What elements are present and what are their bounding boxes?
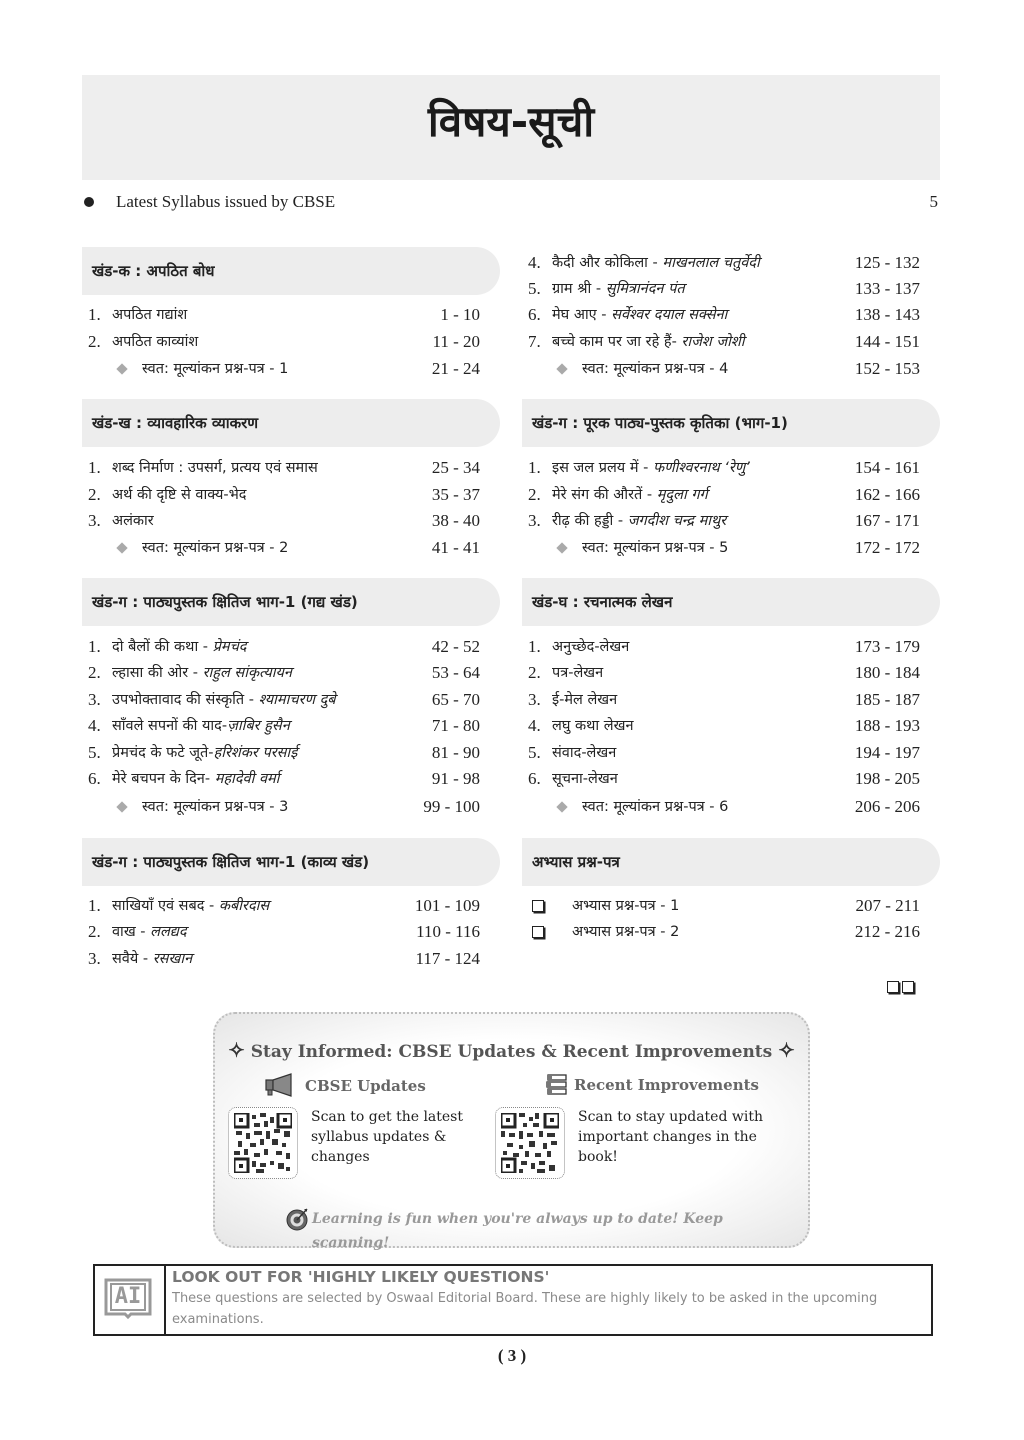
item-number: 6. [88,769,101,788]
item-number: 4. [528,253,541,272]
item-number: 1. [528,637,541,656]
item-title [112,946,192,972]
sparkle-icon: ✧ [778,1038,795,1062]
item-title: ई-मेल लेखन [552,692,618,708]
toc-row[interactable] [522,740,940,766]
info-title-bold: Stay Informed: [250,1042,393,1062]
assessment-title: स्वत: मूल्यांकन प्रश्न-पत्र - 4 [582,361,729,377]
info-footer-text: Learning is fun when you're always up to date! Keep scanning! [312,1211,723,1251]
item-title [552,302,727,328]
item-pages: 91 - 98 [431,769,480,788]
assessment-row[interactable] [82,356,500,382]
toc-row[interactable] [82,482,500,508]
lesson-title: साँवले सपनों की याद- [112,718,228,734]
practice-title: अभ्यास प्रश्न-पत्र - 1 [572,898,680,914]
section-header: खंड-क : अपठित बोध [82,247,500,295]
toc-row[interactable] [82,634,500,660]
lesson-title: कैदी और कोकिला - [552,255,663,271]
qr-code-cbse-updates[interactable] [228,1107,298,1179]
item-pages: 25 - 34 [431,458,480,477]
assessment-title: स्वत: मूल्यांकन प्रश्न-पत्र - 3 [142,799,289,815]
item-title [552,276,685,302]
item-number: 1. [88,458,101,477]
assessment-title: स्वत: मूल्यांकन प्रश्न-पत्र - 5 [582,540,729,556]
toc-row[interactable] [82,687,500,713]
toc-row[interactable] [82,766,500,792]
lesson-title: वाख - [112,924,151,940]
item-title [112,687,336,713]
item-pages: 138 - 143 [854,305,920,324]
item-number: 2. [88,485,101,504]
bullet-icon [84,197,94,207]
item-pages: 133 - 137 [854,279,920,298]
toc-row[interactable] [522,302,940,328]
cbse-updates-heading: CBSE Updates [305,1077,426,1095]
assessment-row[interactable] [82,794,500,820]
author-name: राहुल सांकृत्यायन [202,665,292,681]
section-header: खंड-ग : पाठ्यपुस्तक क्षितिज भाग-1 (काव्य खंड) [82,838,500,886]
info-title-rest: CBSE Updates & Recent Improvements [392,1042,773,1062]
lesson-title: प्रेमचंद के फटे जूते- [112,745,214,761]
author-name: हरिशंकर परसाई [213,745,298,761]
target-icon [285,1206,311,1232]
item-pages: 71 - 80 [431,716,480,735]
section-header: अभ्यास प्रश्न-पत्र [522,838,940,886]
assessment-row[interactable] [522,535,940,561]
item-pages: 125 - 132 [854,253,920,272]
lesson-title: बच्चे काम पर जा रहे हैं- [552,334,682,350]
lesson-title: ल्हासा की ओर - [112,665,203,681]
toc-row[interactable] [82,893,500,919]
assessment-title: स्वत: मूल्यांकन प्रश्न-पत्र - 2 [142,540,289,556]
toc-row[interactable] [82,302,500,328]
assessment-title: स्वत: मूल्यांकन प्रश्न-पत्र - 1 [142,361,289,377]
toc-row[interactable] [522,508,940,534]
lesson-title: मेघ आए - [552,307,612,323]
item-number: 6. [528,305,541,324]
item-number: 2. [88,922,101,941]
section-header: खंड-ग : पाठ्यपुस्तक क्षितिज भाग-1 (गद्य खंड) [82,578,500,626]
assessment-title: स्वत: मूल्यांकन प्रश्न-पत्र - 6 [582,799,729,815]
item-number: 3. [88,690,101,709]
toc-row[interactable] [82,740,500,766]
item-title [112,634,247,660]
assessment-row[interactable] [522,356,940,382]
toc-row[interactable] [82,946,500,972]
checkbox-square-icon [532,900,544,912]
ai-icon-label: AI [114,1284,142,1309]
item-pages: 99 - 100 [423,797,480,816]
item-title [112,740,297,766]
lesson-title: सवैये - [112,951,153,967]
item-title: पत्र-लेखन [552,665,604,681]
item-pages: 65 - 70 [431,690,480,709]
toc-row[interactable] [522,713,940,739]
qr-code-icon [234,1113,292,1173]
author-name: ललद्यद [150,924,187,940]
item-pages: 38 - 40 [431,511,480,530]
section-header: खंड-ख : व्यावहारिक व्याकरण [82,399,500,447]
practice-title: अभ्यास प्रश्न-पत्र - 2 [572,924,680,940]
item-title [552,250,760,276]
item-title: अर्थ की दृष्टि से वाक्य-भेद [112,487,247,503]
item-pages: 172 - 172 [854,538,920,557]
syllabus-label[interactable]: Latest Syllabus issued by CBSE [116,192,336,211]
diamond-bullet-icon [116,542,127,553]
author-name: जगदीश चन्द्र माथुर [627,513,727,529]
author-name: राजेश जोशी [681,334,745,350]
item-pages: 206 - 206 [854,797,920,816]
item-pages: 185 - 187 [854,690,920,709]
author-name: कबीरदास [218,898,270,914]
item-title [112,713,290,739]
toc-row[interactable] [522,687,940,713]
toc-row[interactable] [522,276,940,302]
item-number: 3. [88,949,101,968]
item-pages: 154 - 161 [854,458,920,477]
item-title [112,919,187,945]
assessment-row[interactable] [522,794,940,820]
author-name: ज़ाबिर हुसैन [227,718,290,734]
item-number: 1. [88,637,101,656]
item-pages: 173 - 179 [854,637,920,656]
item-pages: 194 - 197 [854,743,920,762]
item-pages: 42 - 52 [431,637,480,656]
toc-row[interactable] [82,919,500,945]
item-title: लघु कथा लेखन [552,718,634,734]
lesson-title: साखियाँ एवं सबद - [112,898,219,914]
item-number: 2. [88,663,101,682]
item-number: 5. [528,743,541,762]
toc-row[interactable] [522,482,940,508]
item-pages: 144 - 151 [854,332,920,351]
lesson-title: ग्राम श्री - [552,281,606,297]
toc-row[interactable] [522,329,940,355]
page-title: विषय-सूची [427,97,595,146]
item-number: 6. [528,769,541,788]
item-title: अनुच्छेद-लेखन [552,639,630,655]
item-title: अपठित काव्यांश [112,334,199,350]
item-pages: 110 - 116 [416,922,480,941]
diamond-bullet-icon [556,363,567,374]
practice-row[interactable] [522,919,940,945]
lesson-title: मेरे संग की औरतें - [552,487,657,503]
item-number: 2. [528,663,541,682]
item-title: अपठित गद्यांश [112,307,188,323]
author-name: मृदुला गर्ग [656,487,708,503]
toc-row[interactable] [82,660,500,686]
qr-code-icon [501,1113,559,1173]
toc-row[interactable] [522,634,940,660]
author-name: प्रेमचंद [212,639,247,655]
item-number: 7. [528,332,541,351]
item-pages: 212 - 216 [854,922,920,941]
toc-row[interactable] [82,455,500,481]
item-title: सूचना-लेखन [552,771,618,787]
books-icon [546,1074,568,1096]
item-title [112,660,292,686]
author-name: श्यामाचरण दुबे [258,692,336,708]
practice-row[interactable] [522,893,940,919]
item-number: 5. [528,279,541,298]
diamond-bullet-icon [556,801,567,812]
cbse-updates-description: Scan to get the latest syllabus updates & changes [311,1109,463,1165]
item-pages: 117 - 124 [415,949,480,968]
author-name: रसखान [152,951,193,967]
item-number: 2. [528,485,541,504]
author-name: सर्वेश्वर दयाल सक्सेना [611,307,728,323]
item-number: 1. [88,305,101,324]
toc-row[interactable] [522,766,940,792]
item-number: 1. [528,458,541,477]
lesson-title: उपभोक्तावाद की संस्कृति - [112,692,259,708]
lesson-title: दो बैलों की कथा - [112,639,213,655]
item-title [112,766,279,792]
item-pages: 41 - 41 [431,538,480,557]
assessment-row[interactable] [82,535,500,561]
recent-improvements-description: Scan to stay updated with important changes in the book! [578,1109,763,1165]
syllabus-page: 5 [929,192,938,211]
item-title [552,329,744,355]
item-pages: 101 - 109 [414,896,480,915]
item-pages: 11 - 20 [432,332,480,351]
checkbox-square-icon [532,926,544,938]
diamond-bullet-icon [116,801,127,812]
item-pages: 167 - 171 [854,511,920,530]
ai-box-text: These questions are selected by Oswaal Editorial Board. These are highly likely to be asked in the upcoming examinations. [172,1291,878,1327]
ai-icon-cell [93,1264,166,1336]
item-number: 3. [88,511,101,530]
author-name: महादेवी वर्मा [214,771,280,787]
item-number: 2. [88,332,101,351]
item-pages: 162 - 166 [854,485,920,504]
toc-row[interactable] [522,455,940,481]
diamond-bullet-icon [556,542,567,553]
item-title [112,893,269,919]
item-pages: 35 - 37 [431,485,480,504]
item-pages: 81 - 90 [431,743,480,762]
author-name: माखनलाल चतुर्वेदी [662,255,760,271]
item-pages: 152 - 153 [854,359,920,378]
item-pages: 1 - 10 [440,305,480,324]
toc-row[interactable] [82,329,500,355]
toc-row[interactable] [82,713,500,739]
toc-row[interactable] [82,508,500,534]
section-header: खंड-ग : पूरक पाठ्य-पुस्तक कृतिका (भाग-1) [522,399,940,447]
toc-row[interactable] [522,660,940,686]
item-number: 3. [528,690,541,709]
item-pages: 188 - 193 [854,716,920,735]
sparkle-icon: ✧ [228,1038,245,1062]
lesson-title: रीढ़ की हड्डी - [552,513,628,529]
item-pages: 180 - 184 [854,663,920,682]
item-title: अलंकार [112,513,154,529]
item-title [552,455,750,481]
item-number: 1. [88,896,101,915]
item-pages: 198 - 205 [854,769,920,788]
diamond-bullet-icon [116,363,127,374]
item-number: 4. [88,716,101,735]
item-title [552,482,708,508]
item-pages: 53 - 64 [431,663,480,682]
author-name: फणीश्वरनाथ ‘रेणु’ [652,460,750,476]
item-title: संवाद-लेखन [552,745,617,761]
item-number: 4. [528,716,541,735]
item-number: 3. [528,511,541,530]
page-number: ( 3 ) [497,1346,527,1365]
lesson-title: इस जल प्रलय में - [552,460,653,476]
item-pages: 207 - 211 [855,896,920,915]
megaphone-icon [264,1073,296,1097]
section-header: खंड-घ : रचनात्मक लेखन [522,578,940,626]
ai-book-icon [103,1276,153,1320]
recent-improvements-heading: Recent Improvements [574,1076,759,1094]
qr-code-recent-improvements[interactable] [495,1107,565,1179]
item-number: 5. [88,743,101,762]
item-pages: 21 - 24 [431,359,480,378]
item-title [552,508,726,534]
lesson-title: मेरे बचपन के दिन- [112,771,215,787]
toc-row[interactable] [522,250,940,276]
author-name: सुमित्रानंदन पंत [605,281,685,297]
info-title [213,1038,810,1064]
ai-box-title: LOOK OUT FOR 'HIGHLY LIKELY QUESTIONS' [172,1268,550,1286]
end-marks-icon [884,978,914,997]
item-title: शब्द निर्माण : उपसर्ग, प्रत्यय एवं समास [112,460,318,476]
